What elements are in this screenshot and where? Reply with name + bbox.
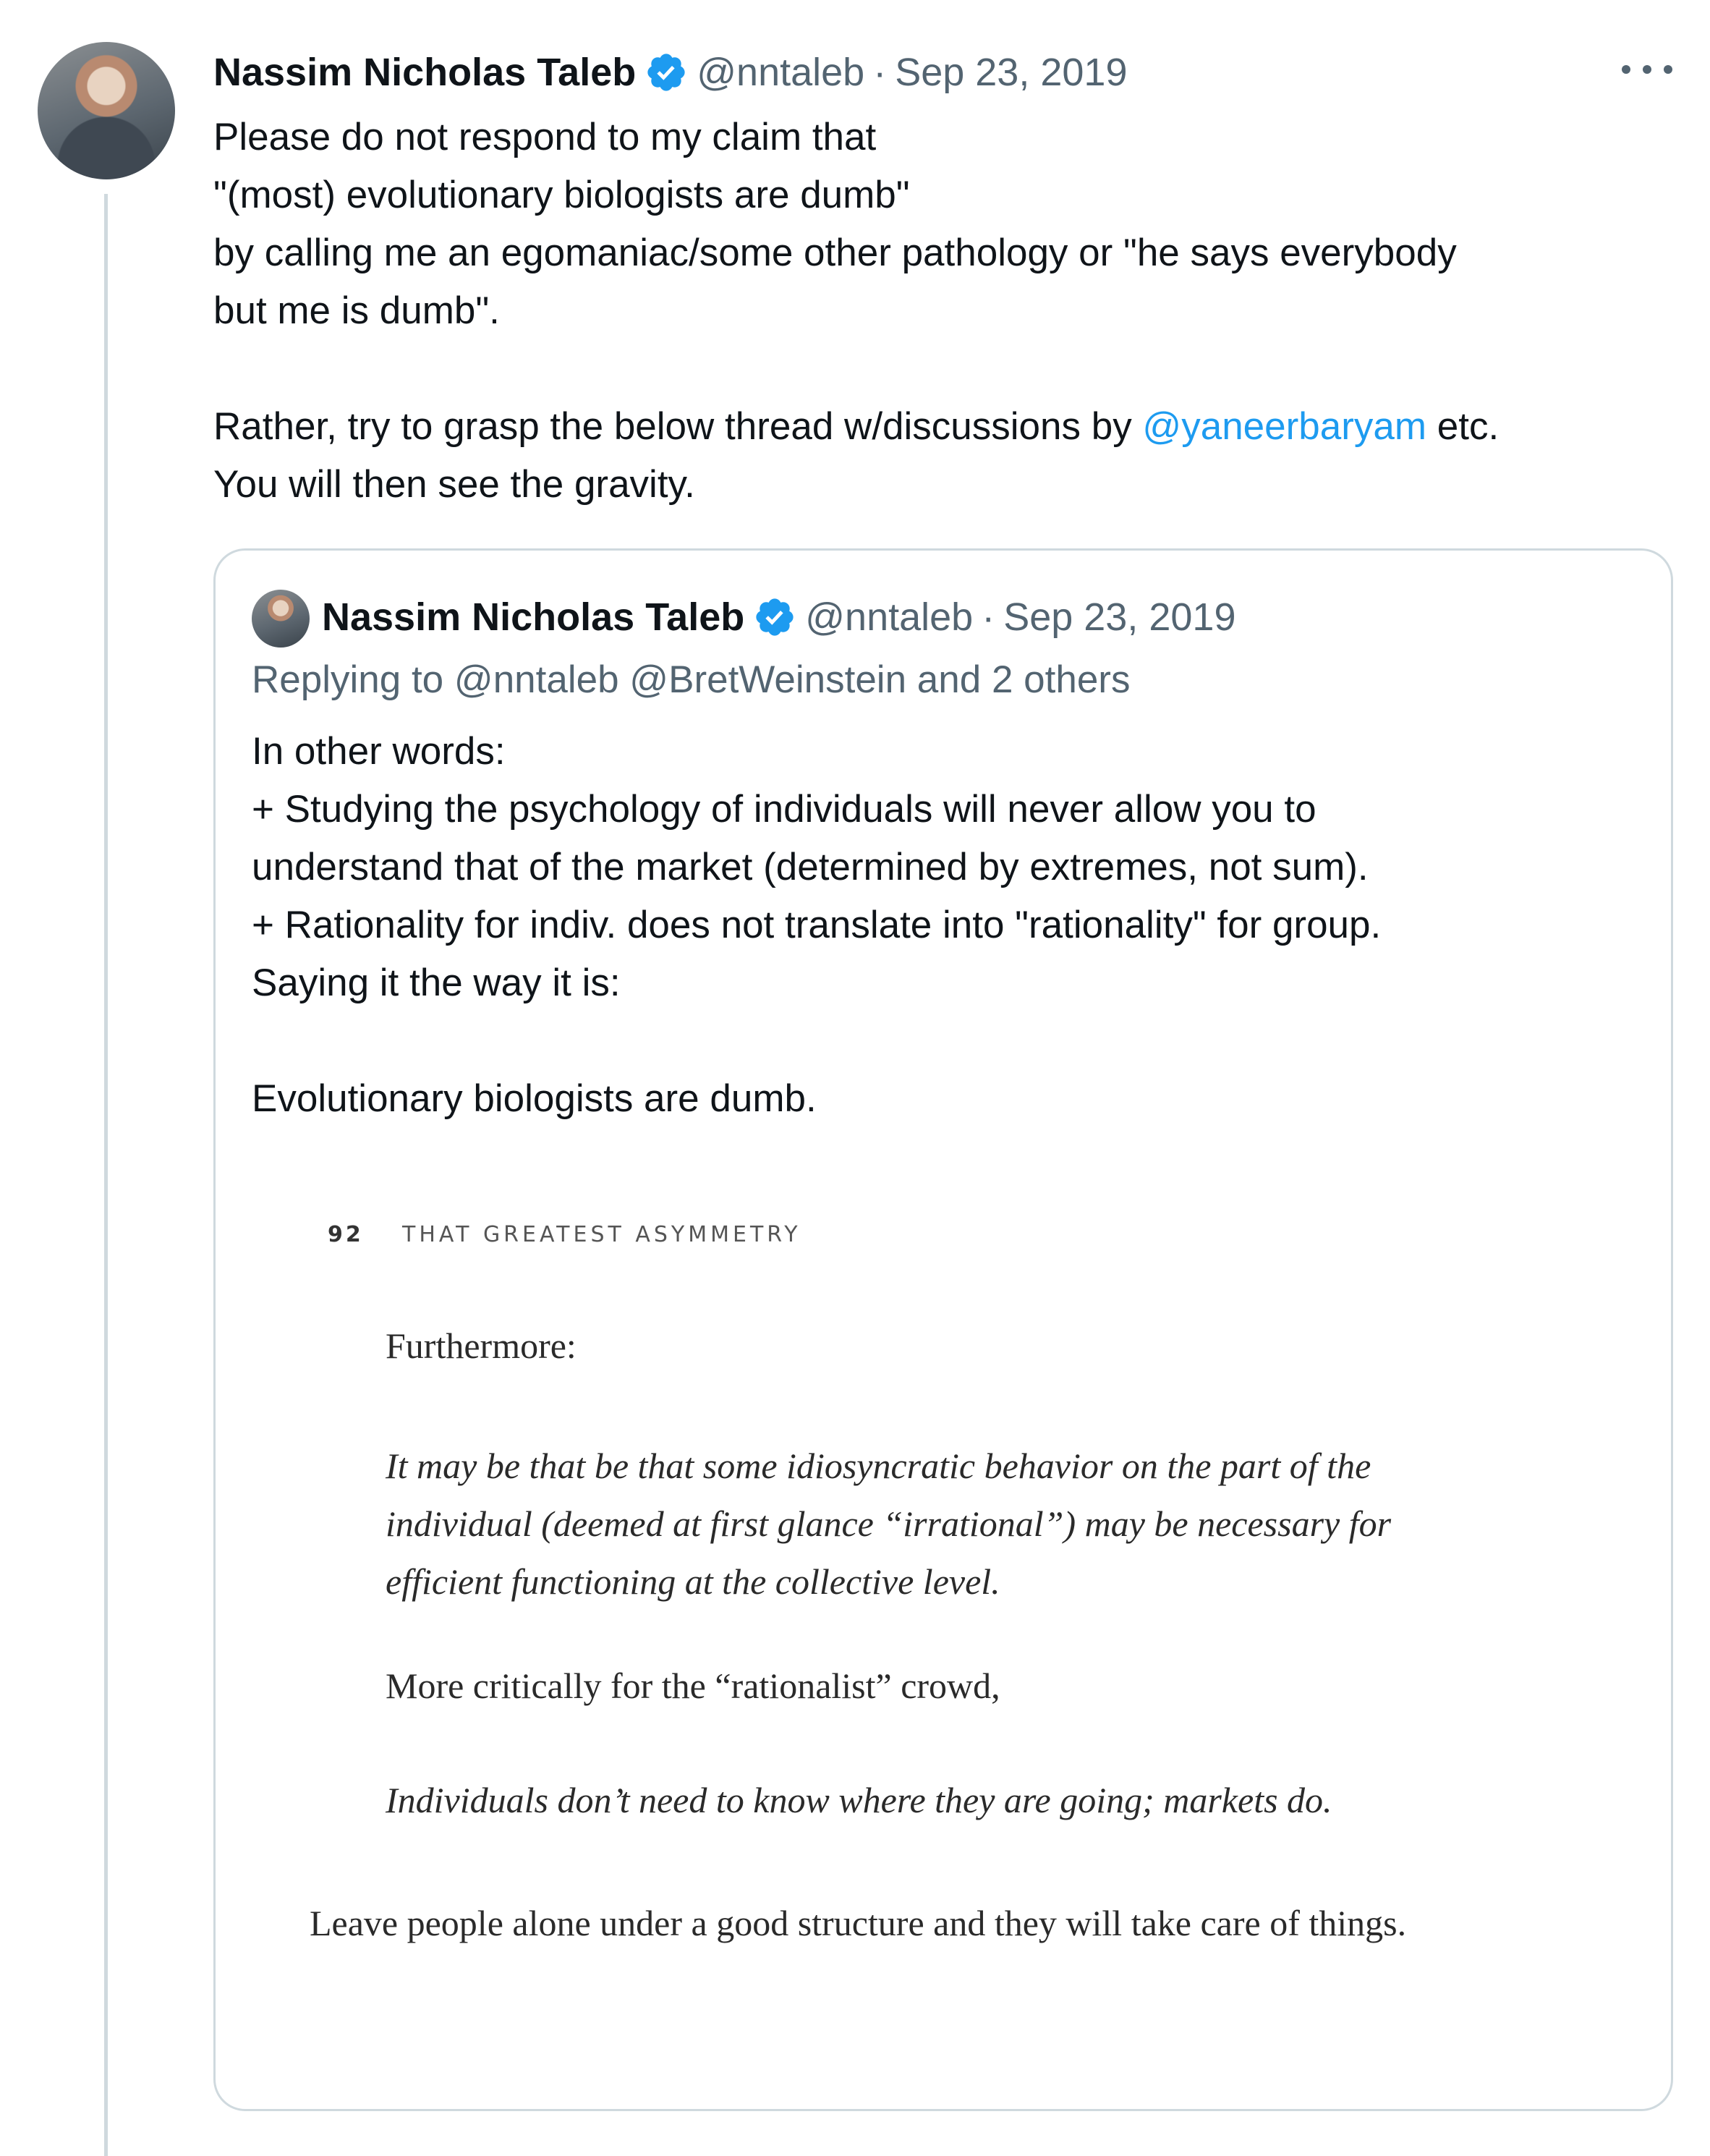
book-page-number: 92 xyxy=(328,1222,364,1247)
quoted-line: + Studying the psychology of individuals will never allow you to xyxy=(252,788,1316,831)
book-paragraph: More critically for the “rationalist” crowd, xyxy=(386,1665,1000,1706)
verified-badge-icon xyxy=(645,51,688,94)
thread-connector-line xyxy=(104,194,108,2156)
book-paragraph: Leave people alone under a good structure and they will take care of things. xyxy=(310,1903,1407,1943)
quoted-author-avatar xyxy=(252,590,310,648)
quoted-line: Saying it the way it is: xyxy=(252,962,621,1004)
author-handle[interactable]: @nntaleb xyxy=(697,51,865,94)
quoted-author-handle: @nntaleb xyxy=(805,595,974,639)
tweet-line: "(most) evolutionary biologists are dumb" xyxy=(213,174,910,216)
book-block-quote: It may be that be that some idiosyncratic behavior on the part of the individual (deemed at first glance “irrational”) may be necessary for efficient functioning at the collective level. xyxy=(386,1446,1392,1602)
quoted-line: Evolutionary biologists are dumb. xyxy=(252,1077,817,1120)
book-page-image[interactable] xyxy=(216,1187,1671,2070)
book-paragraph: Furthermore: xyxy=(386,1325,577,1366)
book-running-head: THAT GREATEST ASYMMETRY xyxy=(402,1222,801,1247)
quoted-tweet-card[interactable] xyxy=(213,548,1673,2111)
tweet-date[interactable]: Sep 23, 2019 xyxy=(895,51,1128,94)
tweet-line-with-mention: Rather, try to grasp the below thread w/discussions by @yaneerbaryam etc. xyxy=(213,405,1500,448)
tweet-text xyxy=(213,109,1689,514)
quoted-line: understand that of the market (determined by extremes, not sum). xyxy=(252,846,1369,888)
author-avatar[interactable] xyxy=(38,42,175,179)
quoted-line: In other words: xyxy=(252,730,506,773)
tweet-header xyxy=(213,45,1127,100)
tweet-line: by calling me an egomaniac/some other pathology or "he says everybody xyxy=(213,232,1457,274)
author-name[interactable]: Nassim Nicholas Taleb xyxy=(213,51,637,94)
tweet-line: You will then see the gravity. xyxy=(213,463,695,506)
replying-to-line: Replying to @nntaleb @BretWeinstein and 2 others xyxy=(252,658,1131,701)
replying-to-handles[interactable]: @nntaleb @BretWeinstein xyxy=(454,658,907,701)
quoted-author-name: Nassim Nicholas Taleb xyxy=(322,595,745,639)
quoted-tweet-text xyxy=(252,723,1641,1128)
book-block-quote: Individuals don’t need to know where they are going; markets do. xyxy=(386,1780,1332,1820)
quoted-tweet-header xyxy=(322,588,1235,646)
quoted-tweet-date: Sep 23, 2019 xyxy=(1003,595,1236,639)
more-options-icon[interactable] xyxy=(1622,55,1672,84)
tweet-line: but me is dumb". xyxy=(213,289,500,332)
quoted-line: + Rationality for indiv. does not translate into "rationality" for group. xyxy=(252,904,1382,946)
meta-separator: · xyxy=(873,51,887,94)
tweet-line: Please do not respond to my claim that xyxy=(213,116,877,158)
verified-badge-icon xyxy=(753,595,796,639)
mention-link[interactable]: @yaneerbaryam xyxy=(1142,405,1427,448)
meta-separator: · xyxy=(982,595,995,639)
